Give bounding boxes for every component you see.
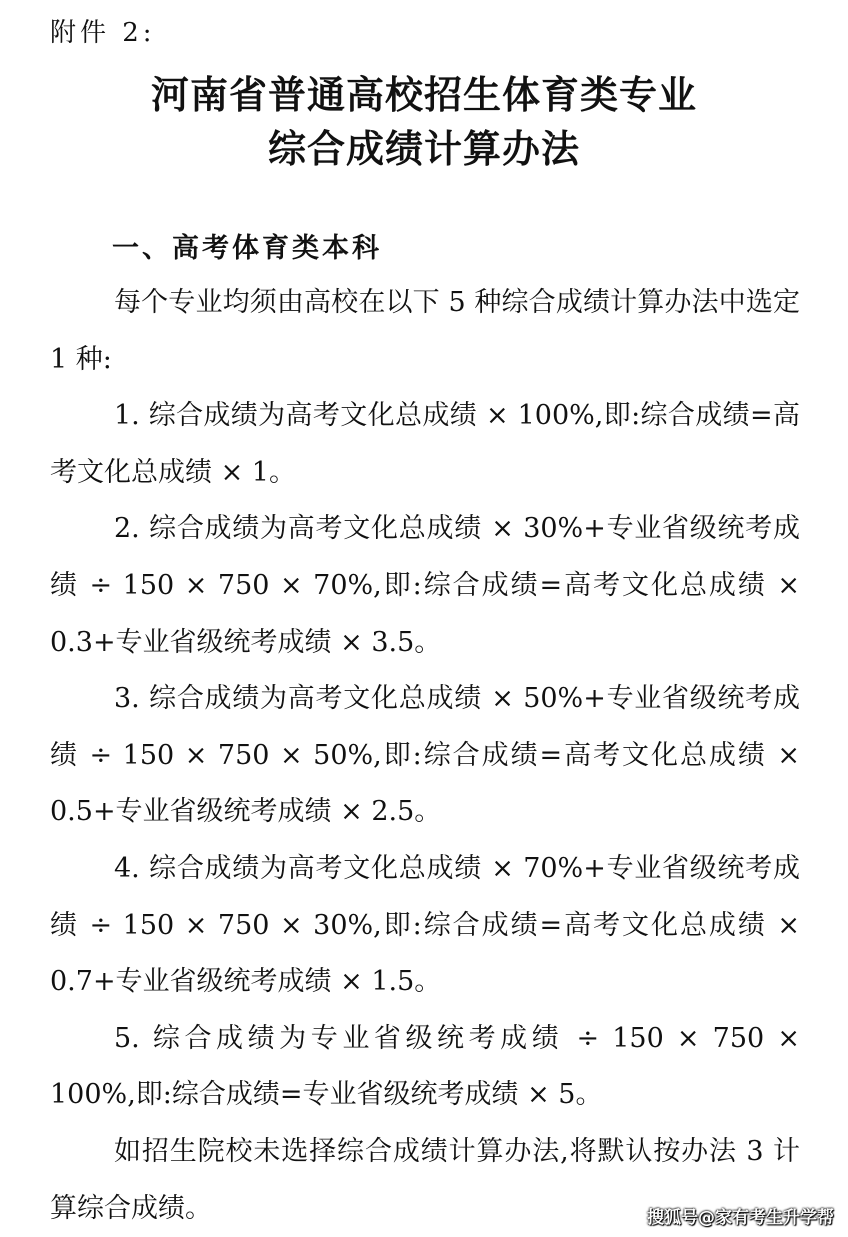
method-3-paragraph: 3. 综合成绩为高考文化总成绩 × 50%+专业省级统考成绩 ÷ 150 × 750 × 50%,即:综合成绩=高考文化总成绩 × 0.5+专业省级统考成绩 × 2.5。 [50, 683, 800, 828]
method-4-paragraph: 4. 综合成绩为高考文化总成绩 × 70%+专业省级统考成绩 ÷ 150 × 750 × 30%,即:综合成绩=高考文化总成绩 × 0.7+专业省级统考成绩 × 1.5。 [50, 852, 800, 998]
method-5-paragraph: 5. 综合成绩为专业省级统考成绩 ÷ 150 × 750 × 100%,即:综合成绩=专业省级统考成绩 × 5。 [50, 1022, 800, 1111]
document-title-line-1: 河南省普通高校招生体育类专业 [150, 73, 697, 117]
section-heading: 一、高考体育类本科 [112, 233, 382, 264]
attachment-label: 附件 2: [50, 18, 156, 48]
method-2-paragraph: 2. 综合成绩为高考文化总成绩 × 30%+专业省级统考成绩 ÷ 150 × 750 × 70%,即:综合成绩=高考文化总成绩 × 0.3+专业省级统考成绩 × 3.5。 [50, 513, 800, 658]
intro-paragraph: 每个专业均须由高校在以下 5 种综合成绩计算办法中选定 1 种: [50, 287, 800, 375]
method-1-paragraph: 1. 综合成绩为高考文化总成绩 × 100%,即:综合成绩=高考文化总成绩 × 1。 [50, 400, 800, 488]
source-watermark: 搜狐号@家有考生升学帮 [647, 1208, 834, 1228]
document-body [50, 275, 800, 1237]
document-title-line-2: 综合成绩计算办法 [267, 127, 580, 171]
default-note-paragraph: 如招生院校未选择综合成绩计算办法,将默认按办法 3 计算综合成绩。 [50, 1135, 800, 1224]
